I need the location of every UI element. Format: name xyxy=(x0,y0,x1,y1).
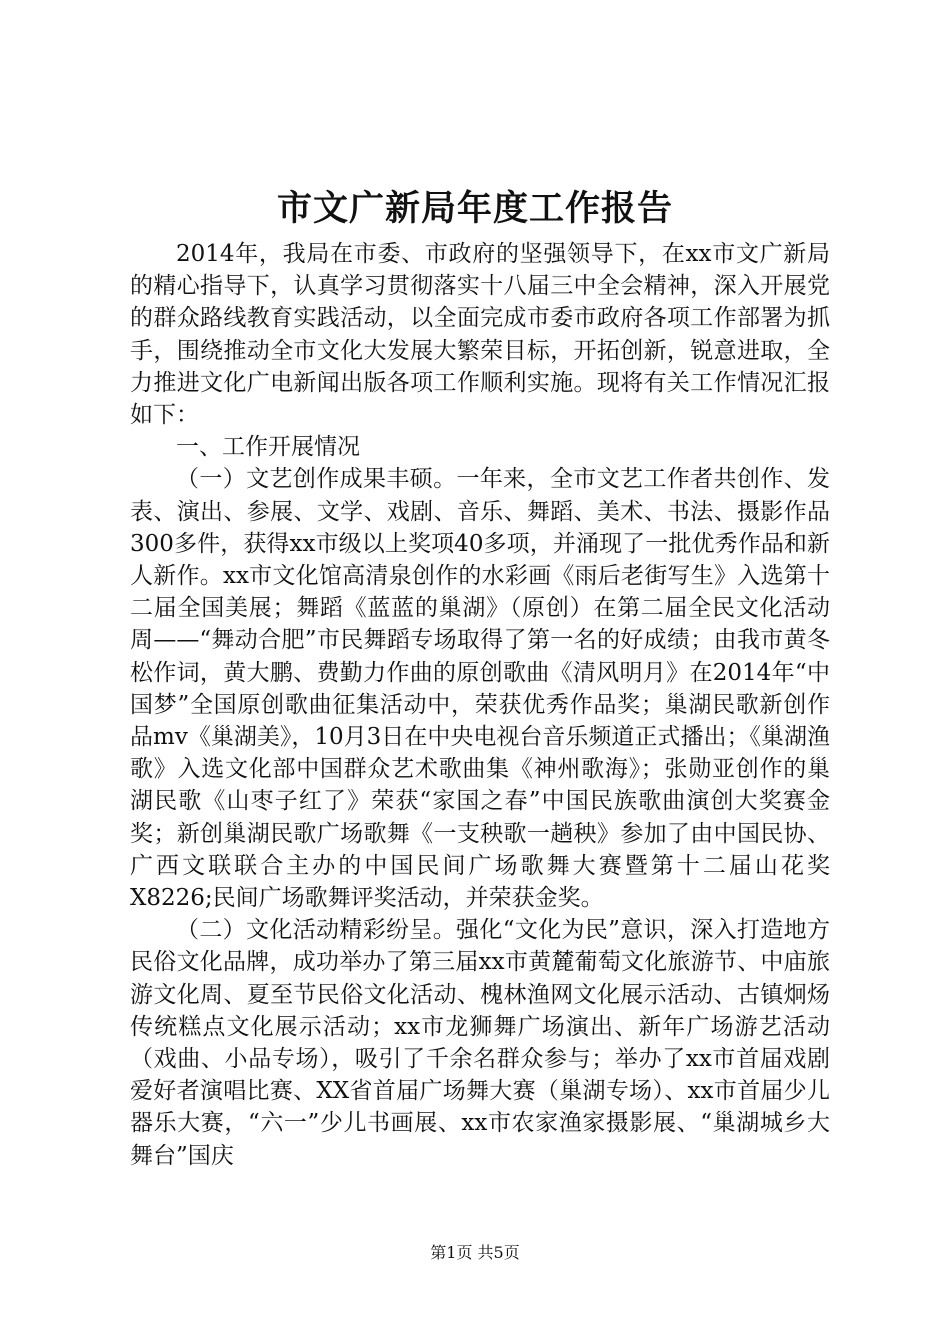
document-body xyxy=(130,238,830,1172)
paragraph-intro: 2014年，我局在市委、市政府的坚强领导下，在xx市文广新局的精心指导下，认真学习贯彻落实十八届三中全会精神，深入开展党的群众路线教育实践活动，以全面完成市委市政府各项工作部署为抓手，围绕推动全市文化大发展大繁荣目标，开拓创新，锐意进取，全力推进文化广电新闻出版各项工作顺利实施。现将有关工作情况汇报如下： xyxy=(130,241,830,429)
paragraph-cultural-activities: （二）文化活动精彩纷呈。强化“文化为民”意识，深入打造地方民俗文化品牌，成功举办了第三届xx市黄麓葡萄文化旅游节、中庙旅游文化周、夏至节民俗文化活动、槐林渔网文化展示活动、古镇炯炀传统糕点文化展示活动；xx市龙狮舞广场演出、新年广场游艺活动（戏曲、小品专场），吸引了千余名群众参与；举办了xx市首届戏剧爱好者演唱比赛、XX省首届广场舞大赛（巢湖专场）、xx市首届少儿器乐大赛，“六一”少儿书画展、xx市农家渔家摄影展、“巢湖城乡大舞台”国庆 xyxy=(130,917,830,1169)
page-footer: 第1页 共5页 xyxy=(430,1243,520,1262)
section-heading: 一、工作开展情况 xyxy=(176,434,360,461)
document-title: 市文广新局年度工作报告 xyxy=(276,188,673,229)
paragraph-literary-creation: （一）文艺创作成果丰硕。一年来，全市文艺工作者共创作、发表、演出、参展、文学、戏剧、音乐、舞蹈、美术、书法、摄影作品300多件，获得xx市级以上奖项40多项，并涌现了一批优秀作品和新人新作。xx市文化馆高清泉创作的水彩画《雨后老街写生》入选第十二届全国美展；舞蹈《蓝蓝的巢湖》（原创）在第二届全民文化活动周——“舞动合肥”市民舞蹈专场取得了第一名的好成绩；由我市黄冬松作词，黄大鹏、费勤力作曲的原创歌曲《清风明月》在2014年“中国梦”全国原创歌曲征集活动中，荣获优秀作品奖；巢湖民歌新创作品mv《巢湖美》，10月3日在中央电视台音乐频道正式播出；《巢湖渔歌》入选文化部中国群众艺术歌曲集《神州歌海》；张勋亚创作的巢湖民歌《山枣子红了》荣获“家国之春”中国民族歌曲演创大奖赛金奖；新创巢湖民歌广场歌舞《一支秧歌一趟秧》参加了由中国民协、广西文联联合主办的中国民间广场歌舞大赛暨第十二届山花奖X8226;民间广场歌舞评奖活动，并荣获金奖。 xyxy=(130,466,830,912)
